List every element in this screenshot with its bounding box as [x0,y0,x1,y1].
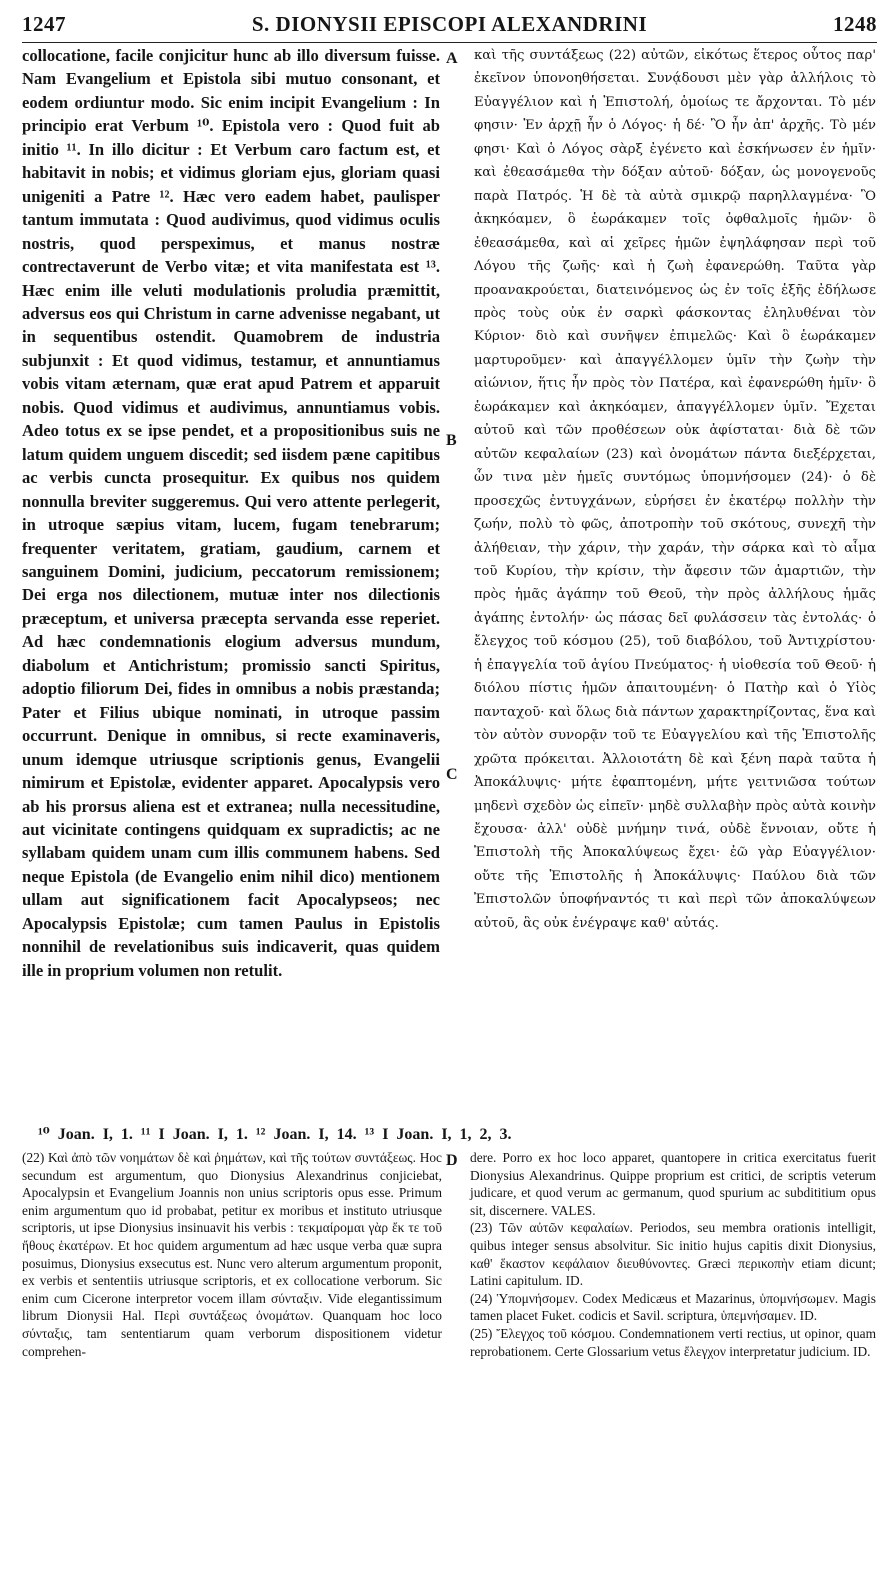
greek-text: καὶ τῆς συντάξεως (22) αὐτῶν, εἰκότως ἕτερος οὗτος παρ' ἐκεῖνον ὑπονοηθήσεται. Συνᾴδουσι μὲν γὰρ ἀλλήλοις τὸ Εὐαγγέλιον καὶ ἡ Ἐπιστολή, ὁμοίως τε ἄρχονται. Τὸ μέν φησιν· Ἐν ἀρχῇ ἦν ὁ Λόγος· ἡ δέ· Ὃ ἦν ἀπ' ἀρχῆς. Τὸ μέν φησι· Καὶ ὁ Λόγος σὰρξ ἐγένετο καὶ ἐσκήνωσεν ἐν ἡμῖν· καὶ ἐθεασάμεθα τὴν δόξαν αὐτοῦ· δόξαν, ὡς μονογενοῦς παρὰ Πατρός. Ἡ δὲ τὰ αὐτὰ σμικρῷ παρηλλαγμένα· Ὃ ἀκηκόαμεν, ὃ ἑωράκαμεν τοῖς ὀφθαλμοῖς ἡμῶν· ὃ ἐθεασάμεθα, καὶ αἱ χεῖρες ἡμῶν ἐψηλάφησαν περὶ τοῦ Λόγου τῆς ζωῆς· καὶ ἡ ζωὴ ἐφανερώθη. Ταῦτα γὰρ προανακρούεται, διατεινόμενος ὡς ἐν τοῖς ἑξῆς ἐδήλωσε πρὸς τοὺς οὐκ ἐν σαρκὶ φάσκοντας ἐληλυθέναι τὸν Κύριον· διὸ καὶ συνῆψεν ἐπιμελῶς· Καὶ ὃ ἑωράκαμεν μαρτυροῦμεν· καὶ ἀπαγγέλλομεν ὑμῖν τὴν ζωὴν τὴν αἰώνιον, ἥτις ἦν πρὸς τὸν Πατέρα, καὶ ἐφανερώθη ἡμῖν· ὃ ἑωράκαμεν καὶ ἀκηκόαμεν, ἀπαγγέλλομεν ὑμῖν. Ἔχεται αὐτοῦ καὶ τῶν προθέσεων οὐκ ἀφίσταται· διὰ δὲ τῶν αὐτῶν κεφαλαίων (23) καὶ ὀνομάτων πάντα διεξέρχεται, ὧν τινα μὲν ἡμεῖς συντόμως ὑπομνήσομεν (24)· ὁ δὲ προσεχῶς ἐντυγχάνων, εὑρήσει ἐν ἑκατέρῳ πολλὴν τὴν ζωήν, πολὺ τὸ φῶς, ἀποτροπὴν τοῦ σκότους, συνεχῆ τὴν ἀλήθειαν, τὴν χάριν, τὴν χαράν, τὴν σάρκα καὶ τὸ αἷμα τοῦ Κυρίου, τὴν κρίσιν, τὴν ἄφεσιν τῶν ἁμαρτιῶν, τὴν πρὸς ἡμᾶς ἀγάπην τοῦ Θεοῦ, τὴν πρὸς ἀλλήλους ἡμᾶς ἀγάπης ἐντολήν· ὡς πάσας δεῖ φυλάσσειν τὰς ἐντολάς· ὁ ἔλεγχος τοῦ κόσμου (25), τοῦ διαβόλου, τοῦ Ἀντιχρίστου· ἡ ἐπαγγελία τοῦ ἁγίου Πνεύματος· ἡ υἱοθεσία τοῦ Θεοῦ· ἡ διόλου πίστις ἡμῶν ἀπαιτουμένη· ὁ Πατὴρ καὶ ὁ Υἱὸς πανταχοῦ· καὶ ὅλως διὰ πάντων χαρακτηρίζοντας, ἕνα καὶ τὸν αὐτὸν συνορᾷν τοῦ τε Εὐαγγελίου καὶ τῆς Ἐπιστολῆς χρῶτα πρόκειται. Ἀλλοιοτάτη δὲ καὶ ξένη παρὰ ταῦτα ἡ Ἀποκάλυψις· μήτε ἐφαπτομένη, μήτε γειτνιῶσα τούτων μηδενὶ σχεδὸν ὡς εἰπεῖν· μηδὲ συλλαβὴν πρὸς αὐτὰ κοινὴν ἔχουσα· ἀλλ' οὐδὲ μνήμην τινά, οὐδὲ ἔννοιαν, οὔτε ἡ Ἐπιστολὴ τῆς Ἀποκαλύψεως ἔχει· ἐῶ γὰρ Εὐαγγέλιον· οὔτε τῆς Ἐπιστολῆς ἡ Ἀποκάλυψις· Παύλου διὰ τῶν Ἐπιστολῶν ὑποφήναντός τι καὶ περὶ τῶν ἀποκαλύψεων αὐτοῦ, ἃς οὐκ ἐνέγραψε καθ' αὐτάς. [474,48,876,931]
note-25: (25) Ἔλεγχος τοῦ κόσμου. Condemnationem verti rectius, ut opinor, quam reprobationem. Certe Glossarium vetus ἔλεγχον interpretatur judicium. ID. [470,1325,876,1359]
notes-right-column [470,1149,876,1360]
scripture-references: ¹⁰ Joan. I, 1. ¹¹ I Joan. I, 1. ¹² Joan. I, 14. ¹³ I Joan. I, 1, 2, 3. [38,1126,512,1143]
greek-column [474,44,876,935]
page-header [22,2,877,42]
latin-text: collocatione, facile conjicitur hunc ab illo diversum fuisse. Nam Evangelium et Epistola sibi mutuo consonant, et eodem ordiuntur modo. Sic enim incipit Evangelium : In principio erat Verbum ¹⁰. Epistola vero : Quod fuit ab initio ¹¹. In illo dicitur : Et Verbum caro factum est, et habitavit in nobis; et vidimus gloriam ejus, gloriam quasi unigeniti a Patre ¹². Hæc vero eadem habet, paulisper tantum immutata : Quod audivimus, quod vidimus oculis nostris, quod perspeximus, et manus nostræ contrectaverunt de Verbo vitæ; et vita manifestata est ¹³. Hæc enim ille veluti modulationis proludia præmittit, adversus eos qui Christum in carne advenisse negabant, ut in sequentibus ostendit. Quamobrem de industria subjunxit : Et quod vidimus, testamur, et annuntiamus vobis vitam æternam, quæ erat apud Patrem et apparuit nobis. Quod vidimus et audivimus, annuntiamus vobis. Adeo totus ex se ipse pendet, et a propositionibus suis ne latum quidem unguem discedit; sed iisdem pæne capitibus ac verbis cuncta prosequitur. Ex quibus nos quidem nonnulla breviter suggeremus. Qui vero attente perlegerit, in utroque sæpius vitam, lucem, fugam tenebrarum; frequenter veritatem, gratiam, gaudium, carnem et sanguinem Domini, judicium, peccatorum remissionem; Dei erga nos dilectionem, mutuæ inter nos dilectionis præceptum, et universa præcepta servanda esse reperiet. Ad hæc condemnationis elogium adversus mundum, diabolum et Antichristum; promissio sancti Spiritus, adoptio filiorum Dei, fides in omnibus a nobis præstanda; Pater et Filius ubique nominati, in utroque passim occurrunt. Denique in omnibus, si recte examinaveris, unum idemque utriusque scriptionis genus, Evangelii nimirum et Epistolæ, evidenter apparet. Apocalypsis vero ab his prorsus aliena est et extranea; nulla necessitudine, aut vicinitate contingens quidquam ex supradictis; ac ne syllabam quidem unam cum illis communem habens. Sed neque Epistola (de Evangelio enim nihil dico) mentionem ullam aut significationem facit Apocalypseos; nec Apocalypsis Epistolæ; cum tamen Paulus in Epistolis nonnihil de revelationibus suis indicaverit, quas quidem ille in proprium volumen non retulit. [22,46,440,980]
left-page-number: 1247 [22,12,66,36]
margin-marker-d: D [446,1152,458,1169]
note-24: (24) Ὑπομνήσομεν. Codex Medicæus et Mazarinus, ὑπομνήσωμεν. Magis tamen placet Fuket. codicis et Savil. scriptura, ὑπεμνήσαμεν. ID. [470,1290,876,1324]
note-22: (22) Καὶ ἀπὸ τῶν νοημάτων δὲ καὶ ῥημάτων, καὶ τῆς τούτων συντάξεως. Hoc secundum est argumentum, quo Dionysius Alexandrinus conjiciebat, Apocalypsin et Evangelium Joannis non unius scriptoris opus esse. Primum enim argumentum quo id probabat, petitur ex moribus et instituto utriusque scriptoris, ut ipse Dionysius insinuavit his verbis : τεκμαίρομαι γὰρ ἔκ τε τοῦ ἤθους ἑκατέρων. Et hoc quidem argumentum ad hæc usque verba quæ supra posuimus, Dionysius exsecutus est. Nunc vero alterum argumentum proponit, ex verbis et sententiis utriusque scriptoris, et ex collocatione verborum. Sic enim cum Cicerone interpretor vocem illam σύνταξιν. Vide elegantissimum librum Dionysii Hal. Περὶ συντάξεως ὀνομάτων. Quanquam hoc loco σύνταξις, tam sententiarum quam verborum dispositionem videtur comprehen- [22,1150,442,1359]
right-page-number: 1248 [833,12,877,36]
header-rule [22,42,877,43]
margin-marker-a: A [446,50,458,67]
margin-marker-b: B [446,432,457,449]
margin-marker-c: C [446,766,458,783]
note-23: (23) Τῶν αὐτῶν κεφαλαίων. Periodos, seu membra orationis intelligit, quibus integer sensus absolvitur. Sic initio hujus capitis dixit Dionysius, καθ' ἕκαστον κεφάλαιον διευθύνοντες. Græci περικοπὴν etiam dicunt; Latini capitulum. ID. [470,1220,876,1289]
notes-left-column [22,1149,442,1360]
running-title: S. DIONYSII EPISCOPI ALEXANDRINI [251,12,648,36]
note-22-continuation: dere. Porro ex hoc loco apparet, quantopere in critica exercitatus fuerit Dionysius Alexandrinus. Quippe proprium est critici, de scriptis veterum judicare, et quod verum ac germanum, quod spurium ac subdititium opus sit, discernere. VALES. [470,1150,876,1218]
latin-column [22,44,440,982]
